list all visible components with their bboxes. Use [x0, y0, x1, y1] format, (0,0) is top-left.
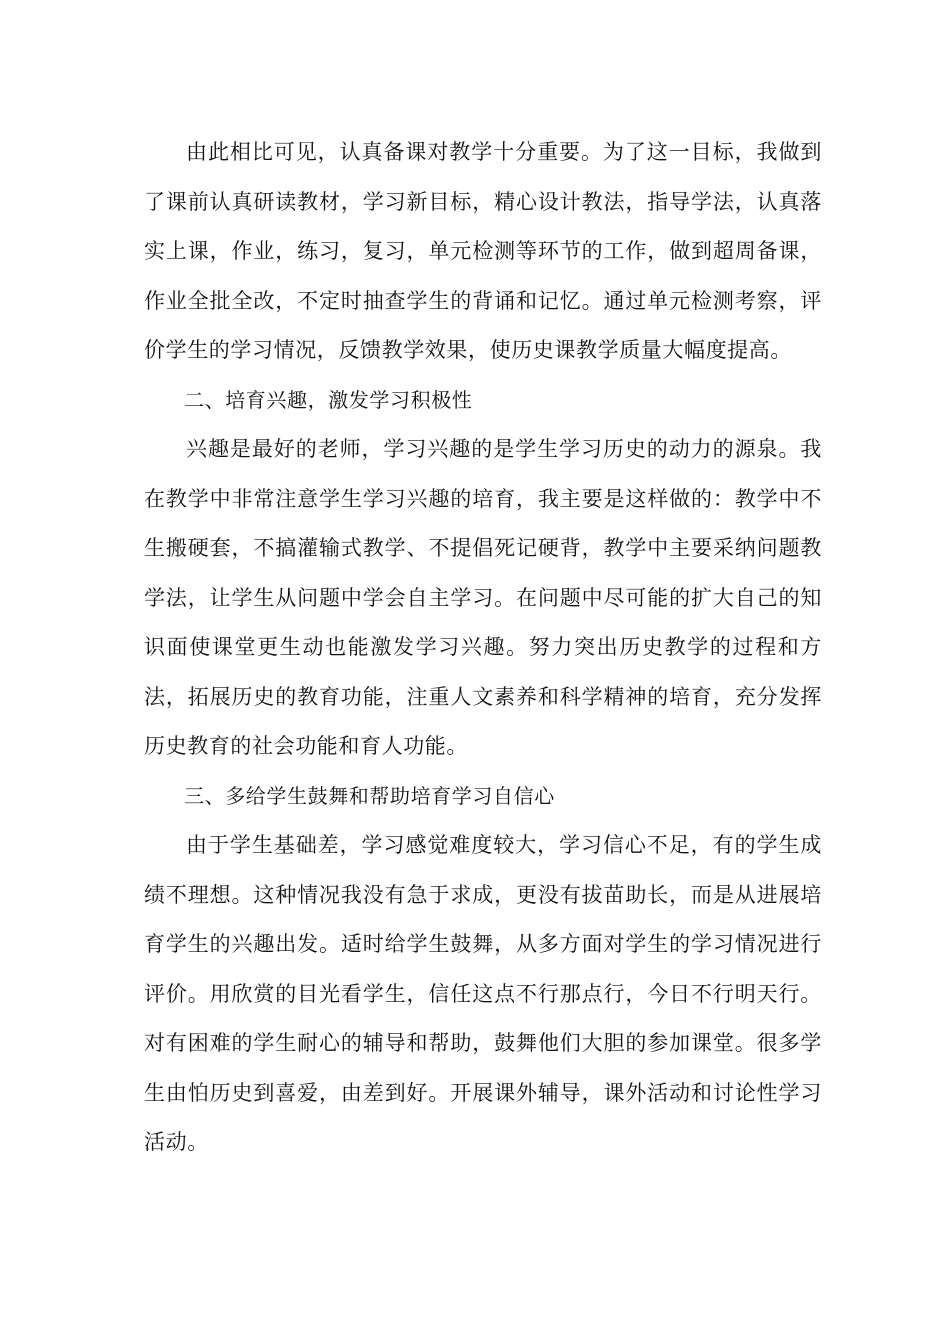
paragraph-interest: 兴趣是最好的老师，学习兴趣的是学生学习历史的动力的源泉。我在教学中非常注意学生学习兴趣的培育，我主要是这样做的：教学中不生搬硬套，不搞灌输式教学、不提倡死记硬背，教学中主要采纳问题教学法，让学生从问题中学会自主学习。在问题中尽可能的扩大自己的知识面使课堂更生动也能激发学习兴趣。努力突出历史教学的过程和方法，拓展历史的教育功能，注重人文素养和科学精神的培育，充分发挥历史教育的社会功能和育人功能。 — [144, 437, 822, 758]
paragraph-confidence: 由于学生基础差，学习感觉难度较大，学习信心不足，有的学生成绩不理想。这种情况我没有急于求成，更没有拔苗助长，而是从进展培育学生的兴趣出发。适时给学生鼓舞，从多方面对学生的学习情况进行评价。用欣赏的目光看学生，信任这点不行那点行，今日不行明天行。对有困难的学生耐心的辅导和帮助，鼓舞他们大胆的参加课堂。很多学生由怕历史到喜爱，由差到好。开展课外辅导，课外活动和讨论性学习活动。 — [144, 833, 822, 1154]
section-heading-interest: 二、培育兴趣，激发学习积极性 — [184, 387, 473, 412]
section-heading-confidence: 三、多给学生鼓舞和帮助培育学习自信心 — [184, 783, 555, 808]
paragraph-preparation: 由此相比可见，认真备课对教学十分重要。为了这一目标，我做到了课前认真研读教材，学习新目标，精心设计教法，指导学法，认真落实上课，作业，练习，复习，单元检测等环节的工作，做到超周备课，作业全批全改，不定时抽查学生的背诵和记忆。通过单元检测考察，评价学生的学习情况，反馈教学效果，使历史课教学质量大幅度提高。 — [144, 140, 822, 362]
document-body — [144, 128, 822, 1168]
